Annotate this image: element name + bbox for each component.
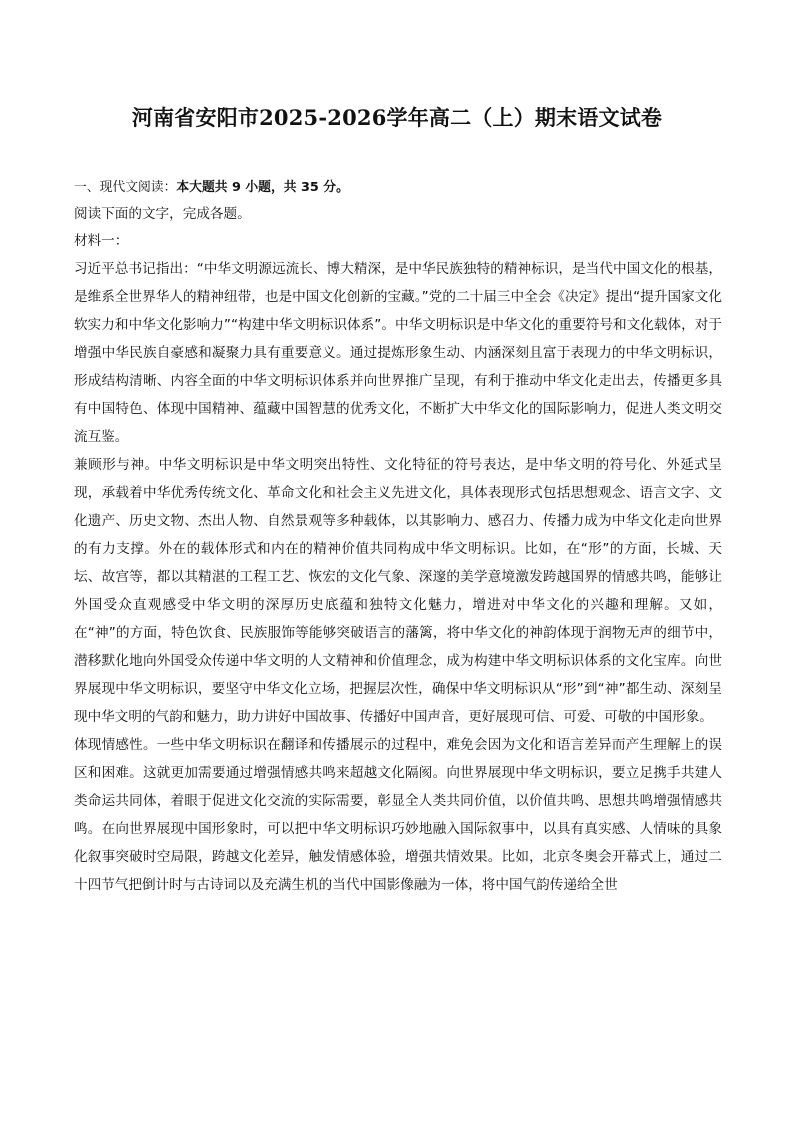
section-heading [74,174,722,201]
paragraph-form-and-spirit: 兼顾形与神。中华文明标识是中华文明突出特性、文化特征的符号表达，是中华文明的符号化、外延式呈现，承载着中华优秀传统文化、革命文化和社会主义先进文化，具体表现形式包括思想观念、语言文字、文化遗产、历史文物、杰出人物、自然景观等多种载体，以其影响力、感召力、传播力成为中华文化走向世界的有力支撑。外在的载体形式和内在的精神价值共同构成中华文明标识。比如，在“形”的方面，长城、天坛、故宫等，都以其精湛的工程工艺、恢宏的文化气象、深邃的美学意境激发跨越国界的情感共鸣，能够让外国受众直观感受中华文明的深厚历史底蕴和独特文化魅力，增进对中华文化的兴趣和理解。又如，在“神”的方面，特色饮食、民族服饰等能够突破语言的藩篱，将中华文化的神韵体现于润物无声的细节中，潜移默化地向外国受众传递中华文明的人文精神和价值理念，成为构建中华文明标识体系的文化宝库。向世界展现中华文明标识，要坚守中华文化立场，把握层次性，确保中华文明标识从“形”到“神”都生动、深刻呈现中华文明的气韵和魅力，助力讲好中国故事、传播好中国声音，更好展现可信、可爱、可敬的中国形象。 [74,457,722,725]
reading-instruction: 阅读下面的文字，完成各题。 [74,206,251,222]
section-heading-prefix: 一、现代文阅读： [74,180,177,195]
paragraph-intro: 习近平总书记指出：“中华文明源远流长、博大精深，是中华民族独特的精神标识，是当代中国文化的根基，是维系全世界华人的精神纽带，也是中国文化创新的宝藏。”党的二十届三中全会《决定》提出“提升国家文化软实力和中华文化影响力”“构建中华文明标识体系”。中华文明标识是中华文化的重要符号和文化载体，对于增强中华民族自豪感和凝聚力具有重要意义。通过提炼形象生动、内涵深刻且富于表现力的中华文明标识，形成结构清晰、内容全面的中华文明标识体系并向世界推广呈现，有利于推动中华文化走出去，传播更多具有中国特色、体现中国精神、蕴藏中国智慧的优秀文化，不断扩大中华文化的国际影响力，促进人类文明交流互鉴。 [74,261,722,445]
material-label: 材料一： [74,233,129,249]
section-heading-detail: 本大题共 9 小题，共 35 分。 [176,180,349,195]
exam-title: 河南省安阳市2025-2026学年高二（上）期末语文试卷 [131,105,663,130]
exam-body [74,174,722,899]
paragraph-emotion: 体现情感性。一些中华文明标识在翻译和传播展示的过程中，难免会因为文化和语言差异而产生理解上的误区和困难。这就更加需要通过增强情感共鸣来超越文化隔阂。向世界展现中华文明标识，要立足携手共建人类命运共同体，着眼于促进文化交流的实际需要，彰显全人类共同价值，以价值共鸣、思想共鸣增强情感共鸣。在向世界展现中国形象时，可以把中华文明标识巧妙地融入国际叙事中，以具有真实感、人情味的具象化叙事突破时空局限，跨越文化差异，触发情感体验，增强共情效果。比如，北京冬奥会开幕式上，通过二十四节气把倒计时与古诗词以及充满生机的当代中国影像融为一体，将中国气韵传递给全世 [74,737,722,893]
